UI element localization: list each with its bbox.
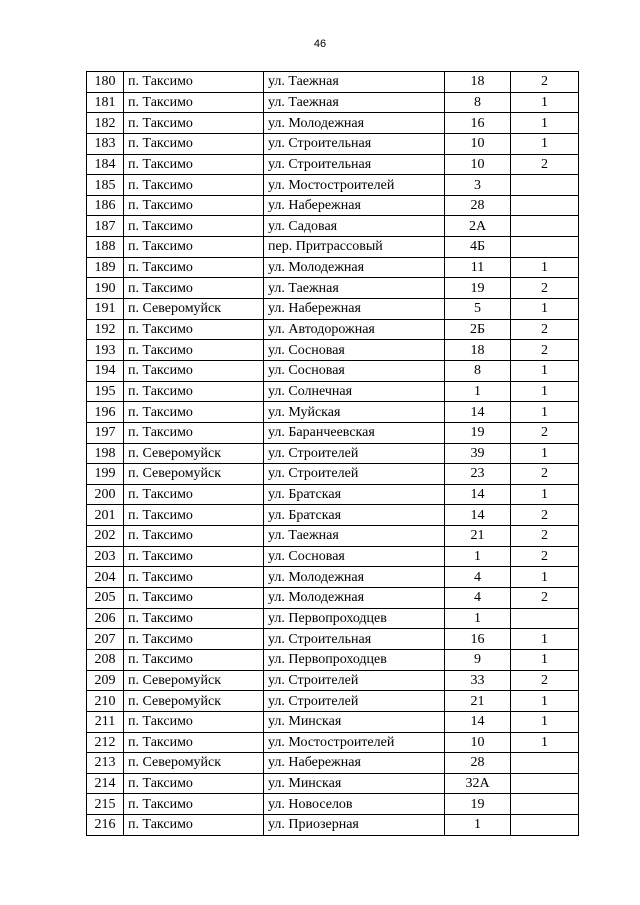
street-cell: ул. Братская xyxy=(264,505,445,526)
house-number-cell: 21 xyxy=(445,691,511,712)
settlement-cell: п. Таксимо xyxy=(124,608,264,629)
row-number: 207 xyxy=(87,629,124,650)
house-number-cell: 10 xyxy=(445,732,511,753)
settlement-cell: п. Таксимо xyxy=(124,815,264,836)
table-row xyxy=(87,113,579,134)
count-cell: 1 xyxy=(511,299,579,320)
house-number-cell: 16 xyxy=(445,629,511,650)
settlement-cell: п. Таксимо xyxy=(124,133,264,154)
street-cell: ул. Первопроходцев xyxy=(264,608,445,629)
street-cell: ул. Молодежная xyxy=(264,567,445,588)
house-number-cell: 4 xyxy=(445,567,511,588)
row-number: 197 xyxy=(87,422,124,443)
house-number-cell: 8 xyxy=(445,92,511,113)
settlement-cell: п. Северомуйск xyxy=(124,443,264,464)
count-cell xyxy=(511,195,579,216)
row-number: 192 xyxy=(87,319,124,340)
count-cell: 1 xyxy=(511,732,579,753)
count-cell: 2 xyxy=(511,422,579,443)
house-number-cell: 4Б xyxy=(445,237,511,258)
settlement-cell: п. Таксимо xyxy=(124,422,264,443)
house-number-cell: 14 xyxy=(445,402,511,423)
count-cell: 2 xyxy=(511,72,579,93)
table-row xyxy=(87,92,579,113)
house-number-cell: 18 xyxy=(445,340,511,361)
address-table xyxy=(86,71,579,836)
street-cell: ул. Новоселов xyxy=(264,794,445,815)
table-row xyxy=(87,711,579,732)
settlement-cell: п. Таксимо xyxy=(124,711,264,732)
house-number-cell: 19 xyxy=(445,794,511,815)
settlement-cell: п. Таксимо xyxy=(124,175,264,196)
row-number: 180 xyxy=(87,72,124,93)
street-cell: ул. Минская xyxy=(264,711,445,732)
count-cell: 1 xyxy=(511,402,579,423)
street-cell: ул. Солнечная xyxy=(264,381,445,402)
street-cell: ул. Мостостроителей xyxy=(264,732,445,753)
count-cell xyxy=(511,175,579,196)
count-cell: 1 xyxy=(511,92,579,113)
table-row xyxy=(87,216,579,237)
table-row xyxy=(87,195,579,216)
row-number: 194 xyxy=(87,360,124,381)
count-cell xyxy=(511,773,579,794)
row-number: 181 xyxy=(87,92,124,113)
count-cell: 2 xyxy=(511,464,579,485)
row-number: 183 xyxy=(87,133,124,154)
count-cell: 1 xyxy=(511,360,579,381)
settlement-cell: п. Таксимо xyxy=(124,92,264,113)
count-cell xyxy=(511,608,579,629)
count-cell: 1 xyxy=(511,257,579,278)
street-cell: ул. Молодежная xyxy=(264,588,445,609)
settlement-cell: п. Таксимо xyxy=(124,629,264,650)
house-number-cell: 28 xyxy=(445,753,511,774)
row-number: 184 xyxy=(87,154,124,175)
settlement-cell: п. Таксимо xyxy=(124,649,264,670)
count-cell: 1 xyxy=(511,691,579,712)
house-number-cell: 9 xyxy=(445,649,511,670)
settlement-cell: п. Таксимо xyxy=(124,257,264,278)
street-cell: ул. Строителей xyxy=(264,691,445,712)
row-number: 203 xyxy=(87,546,124,567)
street-cell: ул. Садовая xyxy=(264,216,445,237)
house-number-cell: 16 xyxy=(445,113,511,134)
house-number-cell: 1 xyxy=(445,546,511,567)
settlement-cell: п. Таксимо xyxy=(124,773,264,794)
house-number-cell: 10 xyxy=(445,133,511,154)
row-number: 210 xyxy=(87,691,124,712)
count-cell xyxy=(511,753,579,774)
street-cell: ул. Молодежная xyxy=(264,257,445,278)
table-row xyxy=(87,133,579,154)
page-number: 46 xyxy=(313,38,327,50)
house-number-cell: 32А xyxy=(445,773,511,794)
house-number-cell: 14 xyxy=(445,505,511,526)
street-cell: ул. Строительная xyxy=(264,629,445,650)
table-row xyxy=(87,629,579,650)
table-row xyxy=(87,649,579,670)
count-cell: 1 xyxy=(511,381,579,402)
table-row xyxy=(87,299,579,320)
settlement-cell: п. Таксимо xyxy=(124,546,264,567)
house-number-cell: 28 xyxy=(445,195,511,216)
row-number: 204 xyxy=(87,567,124,588)
street-cell: ул. Строительная xyxy=(264,154,445,175)
house-number-cell: 23 xyxy=(445,464,511,485)
count-cell: 2 xyxy=(511,505,579,526)
count-cell: 1 xyxy=(511,484,579,505)
street-cell: ул. Баранчеевская xyxy=(264,422,445,443)
row-number: 185 xyxy=(87,175,124,196)
house-number-cell: 19 xyxy=(445,422,511,443)
table-row xyxy=(87,815,579,836)
count-cell: 1 xyxy=(511,649,579,670)
table-row xyxy=(87,526,579,547)
settlement-cell: п. Таксимо xyxy=(124,732,264,753)
count-cell: 2 xyxy=(511,154,579,175)
table-row xyxy=(87,773,579,794)
house-number-cell: 14 xyxy=(445,484,511,505)
settlement-cell: п. Таксимо xyxy=(124,567,264,588)
count-cell xyxy=(511,794,579,815)
street-cell: ул. Набережная xyxy=(264,753,445,774)
settlement-cell: п. Таксимо xyxy=(124,381,264,402)
table-row xyxy=(87,154,579,175)
settlement-cell: п. Таксимо xyxy=(124,360,264,381)
house-number-cell: 4 xyxy=(445,588,511,609)
count-cell xyxy=(511,216,579,237)
street-cell: пер. Притрассовый xyxy=(264,237,445,258)
house-number-cell: 5 xyxy=(445,299,511,320)
row-number: 189 xyxy=(87,257,124,278)
table-row xyxy=(87,237,579,258)
street-cell: ул. Набережная xyxy=(264,195,445,216)
table-row xyxy=(87,360,579,381)
house-number-cell: 33 xyxy=(445,670,511,691)
settlement-cell: п. Таксимо xyxy=(124,505,264,526)
count-cell: 1 xyxy=(511,443,579,464)
street-cell: ул. Строителей xyxy=(264,443,445,464)
count-cell: 1 xyxy=(511,567,579,588)
count-cell: 1 xyxy=(511,711,579,732)
table-row xyxy=(87,402,579,423)
count-cell: 2 xyxy=(511,546,579,567)
street-cell: ул. Мостостроителей xyxy=(264,175,445,196)
settlement-cell: п. Северомуйск xyxy=(124,299,264,320)
street-cell: ул. Братская xyxy=(264,484,445,505)
table-row xyxy=(87,340,579,361)
row-number: 190 xyxy=(87,278,124,299)
street-cell: ул. Таежная xyxy=(264,92,445,113)
settlement-cell: п. Таксимо xyxy=(124,588,264,609)
count-cell: 1 xyxy=(511,629,579,650)
house-number-cell: 1 xyxy=(445,608,511,629)
street-cell: ул. Автодорожная xyxy=(264,319,445,340)
row-number: 201 xyxy=(87,505,124,526)
count-cell: 2 xyxy=(511,340,579,361)
settlement-cell: п. Таксимо xyxy=(124,526,264,547)
house-number-cell: 19 xyxy=(445,278,511,299)
row-number: 212 xyxy=(87,732,124,753)
street-cell: ул. Приозерная xyxy=(264,815,445,836)
table-row xyxy=(87,691,579,712)
row-number: 214 xyxy=(87,773,124,794)
street-cell: ул. Набережная xyxy=(264,299,445,320)
table-row xyxy=(87,732,579,753)
table-row xyxy=(87,422,579,443)
street-cell: ул. Строительная xyxy=(264,133,445,154)
settlement-cell: п. Северомуйск xyxy=(124,691,264,712)
table-row xyxy=(87,319,579,340)
house-number-cell: 18 xyxy=(445,72,511,93)
street-cell: ул. Первопроходцев xyxy=(264,649,445,670)
street-cell: ул. Таежная xyxy=(264,278,445,299)
house-number-cell: 8 xyxy=(445,360,511,381)
row-number: 211 xyxy=(87,711,124,732)
house-number-cell: 1 xyxy=(445,815,511,836)
row-number: 213 xyxy=(87,753,124,774)
row-number: 186 xyxy=(87,195,124,216)
row-number: 208 xyxy=(87,649,124,670)
table-row xyxy=(87,753,579,774)
table-row xyxy=(87,257,579,278)
table-row xyxy=(87,464,579,485)
count-cell: 2 xyxy=(511,526,579,547)
row-number: 191 xyxy=(87,299,124,320)
street-cell: ул. Молодежная xyxy=(264,113,445,134)
settlement-cell: п. Таксимо xyxy=(124,154,264,175)
street-cell: ул. Минская xyxy=(264,773,445,794)
street-cell: ул. Таежная xyxy=(264,72,445,93)
count-cell: 2 xyxy=(511,319,579,340)
table-row xyxy=(87,608,579,629)
settlement-cell: п. Таксимо xyxy=(124,402,264,423)
table-row xyxy=(87,381,579,402)
row-number: 215 xyxy=(87,794,124,815)
row-number: 188 xyxy=(87,237,124,258)
street-cell: ул. Сосновая xyxy=(264,546,445,567)
row-number: 199 xyxy=(87,464,124,485)
row-number: 206 xyxy=(87,608,124,629)
row-number: 196 xyxy=(87,402,124,423)
street-cell: ул. Сосновая xyxy=(264,360,445,381)
settlement-cell: п. Таксимо xyxy=(124,72,264,93)
settlement-cell: п. Таксимо xyxy=(124,794,264,815)
row-number: 216 xyxy=(87,815,124,836)
settlement-cell: п. Таксимо xyxy=(124,113,264,134)
street-cell: ул. Строителей xyxy=(264,670,445,691)
house-number-cell: 39 xyxy=(445,443,511,464)
table-row xyxy=(87,175,579,196)
street-cell: ул. Сосновая xyxy=(264,340,445,361)
street-cell: ул. Таежная xyxy=(264,526,445,547)
settlement-cell: п. Таксимо xyxy=(124,278,264,299)
count-cell: 2 xyxy=(511,670,579,691)
table-row xyxy=(87,567,579,588)
settlement-cell: п. Таксимо xyxy=(124,237,264,258)
table-row xyxy=(87,546,579,567)
house-number-cell: 14 xyxy=(445,711,511,732)
count-cell xyxy=(511,815,579,836)
count-cell: 2 xyxy=(511,278,579,299)
row-number: 205 xyxy=(87,588,124,609)
house-number-cell: 10 xyxy=(445,154,511,175)
count-cell: 1 xyxy=(511,133,579,154)
settlement-cell: п. Таксимо xyxy=(124,484,264,505)
settlement-cell: п. Северомуйск xyxy=(124,464,264,485)
row-number: 193 xyxy=(87,340,124,361)
house-number-cell: 1 xyxy=(445,381,511,402)
table-row xyxy=(87,484,579,505)
count-cell xyxy=(511,237,579,258)
row-number: 198 xyxy=(87,443,124,464)
count-cell: 1 xyxy=(511,113,579,134)
house-number-cell: 2А xyxy=(445,216,511,237)
table-row xyxy=(87,278,579,299)
row-number: 187 xyxy=(87,216,124,237)
address-table-body xyxy=(87,72,579,836)
row-number: 202 xyxy=(87,526,124,547)
house-number-cell: 2Б xyxy=(445,319,511,340)
row-number: 209 xyxy=(87,670,124,691)
settlement-cell: п. Северомуйск xyxy=(124,670,264,691)
table-row xyxy=(87,794,579,815)
table-row xyxy=(87,670,579,691)
count-cell: 2 xyxy=(511,588,579,609)
settlement-cell: п. Таксимо xyxy=(124,319,264,340)
settlement-cell: п. Таксимо xyxy=(124,216,264,237)
table-row xyxy=(87,443,579,464)
house-number-cell: 11 xyxy=(445,257,511,278)
row-number: 182 xyxy=(87,113,124,134)
table-row xyxy=(87,588,579,609)
row-number: 195 xyxy=(87,381,124,402)
table-row xyxy=(87,505,579,526)
street-cell: ул. Строителей xyxy=(264,464,445,485)
settlement-cell: п. Северомуйск xyxy=(124,753,264,774)
settlement-cell: п. Таксимо xyxy=(124,340,264,361)
table-row xyxy=(87,72,579,93)
house-number-cell: 21 xyxy=(445,526,511,547)
house-number-cell: 3 xyxy=(445,175,511,196)
settlement-cell: п. Таксимо xyxy=(124,195,264,216)
street-cell: ул. Муйская xyxy=(264,402,445,423)
row-number: 200 xyxy=(87,484,124,505)
